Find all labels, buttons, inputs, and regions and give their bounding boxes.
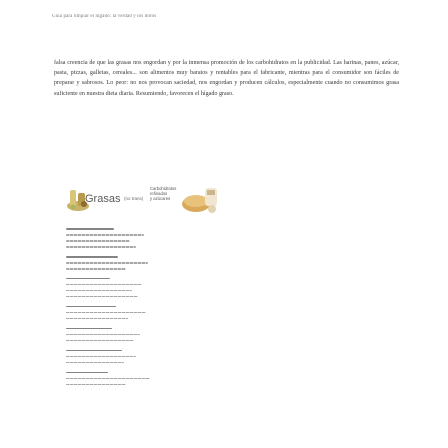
bread-and-sugar-icon: [178, 182, 222, 218]
list-heading: [66, 306, 116, 308]
list-heading: [66, 328, 112, 330]
list-line: [66, 234, 144, 236]
fats-title: Grasas: [85, 193, 121, 205]
list-heading: [66, 256, 118, 258]
list-heading: [66, 372, 108, 374]
list-line: [66, 296, 138, 298]
list-line: [66, 240, 130, 242]
list-line: [66, 378, 150, 380]
list-heading: [66, 228, 114, 230]
list-heading: [66, 350, 122, 352]
list-heading: [66, 278, 110, 280]
carbs-title-line: refinados: [150, 191, 168, 196]
list-line: [66, 312, 146, 314]
page-caption: Guía para limpiar el hígado: la verdad y los mitos: [52, 14, 157, 19]
list-line: [66, 356, 136, 358]
carbs-title: [150, 186, 180, 201]
list-line: [66, 334, 140, 336]
list-line: [66, 246, 136, 248]
list-line: [66, 362, 124, 364]
list-line: [66, 262, 148, 264]
list-line: [66, 290, 132, 292]
fats-subtitle: (no trans): [124, 196, 144, 201]
carbs-title-line: y azúcares: [150, 196, 171, 201]
comparison-figure: [60, 182, 230, 430]
list-line: [66, 284, 142, 286]
list-line: [66, 340, 134, 342]
list-line: [66, 268, 126, 270]
body-paragraph: falsa creencia de que las grasas nos engordan y por la inmensa promoción de los carbohidratos en la publicidad. Las harinas, panes, azúcar, pasta, pizzas, galletas, cereales... son alimentos muy baratos y rentables para el fabricante, mientras para el consumidor son fáciles de preparar y sabrosos. Lo peor: no nos provocan saciedad, nos engordan y producen cálculos, especialmente cuando no consumimos grasa suficiente en nuestra dieta diaria. Resumiendo, favorecen el hígado graso.: [54, 60, 399, 97]
list-line: [66, 384, 126, 386]
carbs-title-line: Carbohidratos: [150, 186, 177, 191]
list-line: [66, 318, 128, 320]
figure-item-list: [66, 228, 161, 390]
